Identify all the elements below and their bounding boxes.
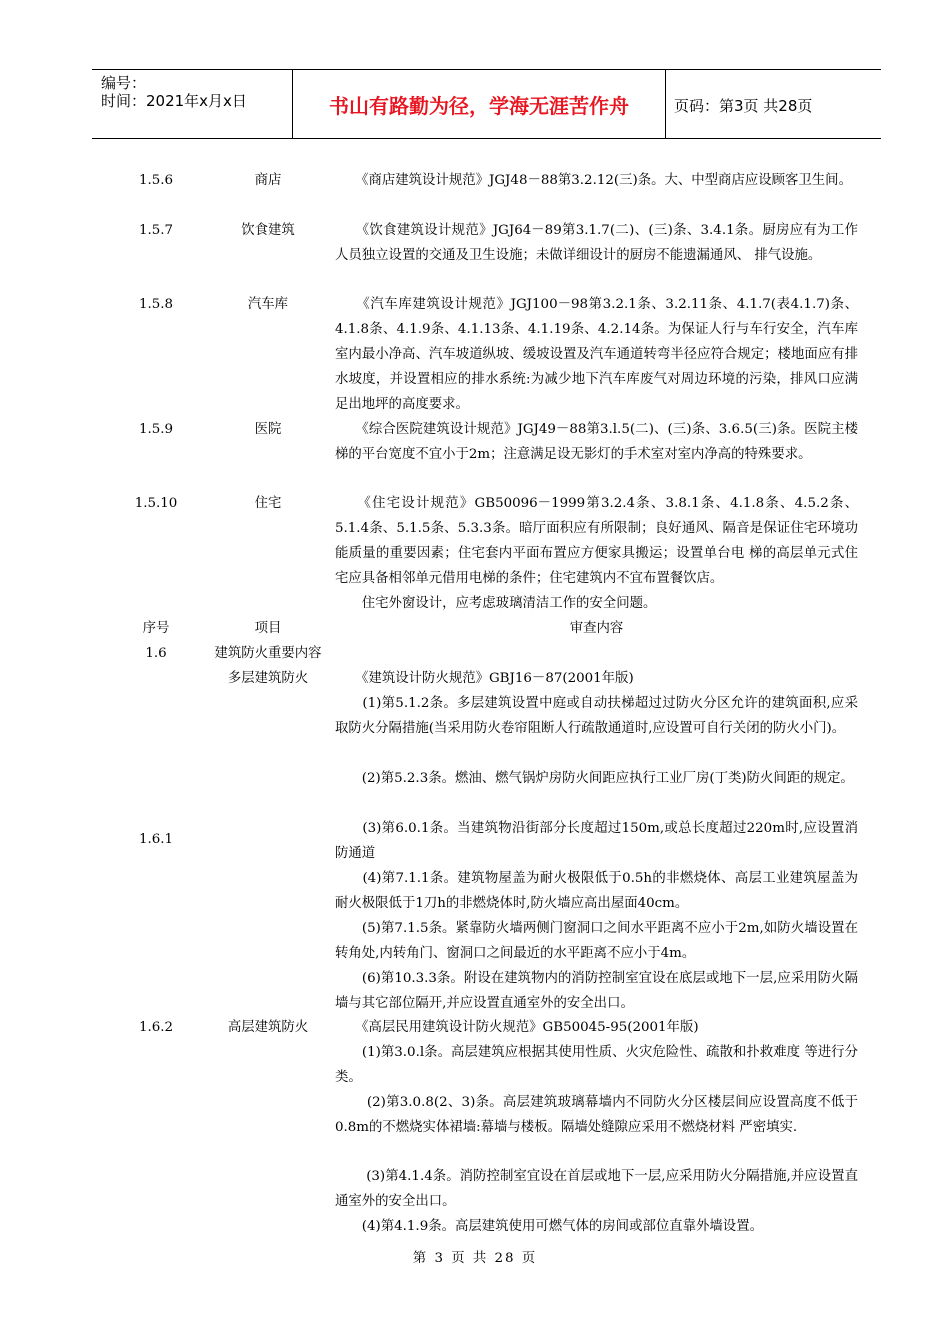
extra-note: 住宅外窗设计，应考虑玻璃清洁工作的安全问题。 bbox=[335, 596, 657, 611]
row-item: 商店 bbox=[254, 173, 282, 188]
page-header bbox=[92, 69, 881, 139]
row-number: 1.5.10 bbox=[134, 496, 178, 511]
row-number: 1.5.7 bbox=[138, 223, 174, 238]
page-footer: 第 3 页 共 28 页 bbox=[412, 1251, 538, 1266]
header-meta bbox=[92, 70, 293, 138]
row-content: (1)第5.1.2条。多层建筑设置中庭或自动扶梯超过过防火分区允许的建筑面积,应采取防火分隔措施(当采用防火卷帘阻断人行疏散通道时,应设置可自行关闭的防火小门)。 bbox=[335, 696, 858, 736]
row-item: 住宅 bbox=[254, 496, 282, 511]
row-item: 医院 bbox=[254, 422, 282, 437]
header-page bbox=[666, 70, 881, 138]
row-number: 1.6.1 bbox=[138, 832, 174, 847]
row-content: (2)第3.0.8(2、3)条。高层建筑玻璃幕墙内不同防火分区楼层间应设置高度不低于0.8m的不燃烧实体裙墙:幕墙与楼板。隔墙处缝隙应采用不燃烧材料 严密填实. bbox=[335, 1095, 858, 1135]
row-content: (3)第4.1.4条。消防控制室宜设在首层或地下一层,应采用防火分隔措施,并应设置直通室外的安全出口。 bbox=[335, 1169, 858, 1209]
column-header-number: 序号 bbox=[142, 621, 170, 636]
page-number-label: 页码：第3页 共28页 bbox=[674, 97, 813, 115]
row-content: 《建筑设计防火规范》GBJ16－87(2001年版) bbox=[335, 671, 634, 686]
code-label: 编号： bbox=[101, 74, 147, 92]
row-item: 饮食建筑 bbox=[241, 223, 295, 238]
row-content: (5)第7.1.5条。紧靠防火墙两侧门窗洞口之间水平距离不应小于2m,如防火墙设置在转角处,内转角门、窗洞口之间最近的水平距离不应小于4m。 bbox=[335, 921, 858, 961]
section-number: 1.6 bbox=[145, 646, 167, 661]
row-content: (2)第5.2.3条。燃油、燃气锅炉房防火间距应执行工业厂房(丁类)防火间距的规定。 bbox=[335, 771, 854, 786]
row-content: 《汽车库建筑设计规范》JGJ100－98第3.2.1条、3.2.11条、4.1.7(表4.1.7)条、4.1.8条、4.1.9条、4.1.13条、4.1.19条、4.2.14条。为保证人行与车行安全，汽车库室内最小净高、汽车坡道纵坡、缓坡设置及汽车通道转弯半径应符合规定；楼地面应有排水坡度，并设置相应的排水系统:为减少地下汽车库废气对周边环境的污染，排风口应满足出地坪的高度要求。 bbox=[335, 297, 858, 412]
row-content: (3)第6.0.1条。当建筑物沿街部分长度超过150m,或总长度超过220m时,应设置消防通道 bbox=[335, 821, 858, 861]
row-number: 1.5.8 bbox=[138, 297, 174, 312]
row-content: (1)第3.0.l条。高层建筑应根据其使用性质、火灾危险性、疏散和扑救难度 等进行分类。 bbox=[335, 1045, 858, 1085]
column-header-content: 审查内容 bbox=[569, 621, 624, 636]
row-item: 高层建筑防火 bbox=[227, 1020, 309, 1035]
row-content: 《商店建筑设计规范》JGJ48－88第3.2.12(三)条。大、中型商店应设顾客卫生间。 bbox=[335, 173, 852, 188]
row-number: 1.5.9 bbox=[138, 422, 174, 437]
row-item: 汽车库 bbox=[247, 297, 289, 312]
time-label: 时间：2021年x月x日 bbox=[101, 92, 247, 110]
row-number: 1.6.2 bbox=[138, 1020, 174, 1035]
row-content: 《饮食建筑设计规范》JGJ64－89第3.1.7(二)、(三)条、3.4.1条。厨房应有为工作人员独立设置的交通及卫生设施；未做详细设计的厨房不能遗漏通风、 排气设施。 bbox=[335, 223, 858, 263]
header-motto bbox=[293, 70, 666, 138]
column-header-item: 项目 bbox=[254, 621, 282, 636]
motto-text: 书山有路勤为径，学海无涯苦作舟 bbox=[329, 94, 629, 118]
row-number: 1.5.6 bbox=[138, 173, 174, 188]
row-item: 多层建筑防火 bbox=[227, 671, 309, 686]
row-content: 《住宅设计规范》GB50096－1999第3.2.4条、3.8.1条、4.1.8条、4.5.2条、5.1.4条、5.1.5条、5.3.3条。暗厅面积应有所限制；良好通风、隔音是保证住宅环境功能质量的重要因素；住宅套内平面布置应方便家具搬运；设置单台电 梯的高层单元式住宅应具备相邻单元借用电梯的条件；住宅建筑内不宜布置餐饮店。 bbox=[335, 496, 858, 586]
row-content: 《高层民用建筑设计防火规范》GB50045-95(2001年版) bbox=[335, 1020, 699, 1035]
section-title: 建筑防火重要内容 bbox=[214, 646, 322, 661]
row-content: 《综合医院建筑设计规范》JGJ49－88第3.l.5(二)、(三)条、3.6.5(三)条。医院主楼梯的平台宽度不宜小于2m；注意满足设无影灯的手术室对室内净高的特殊要求。 bbox=[335, 422, 858, 462]
row-content: (4)第7.1.1条。建筑物屋盖为耐火极限低于0.5h的非燃烧体、高层工业建筑屋盖为耐火极限低于1刀h的非燃烧体时,防火墙应高出屋面40cm。 bbox=[335, 871, 858, 911]
row-content: (4)第4.1.9条。高层建筑使用可燃气体的房间或部位直靠外墙设置。 bbox=[335, 1219, 763, 1234]
row-content: (6)第10.3.3条。附设在建筑物内的消防控制室宜设在底层或地下一层,应采用防火隔墙与其它部位隔开,并应设置直通室外的安全出口。 bbox=[335, 971, 858, 1011]
